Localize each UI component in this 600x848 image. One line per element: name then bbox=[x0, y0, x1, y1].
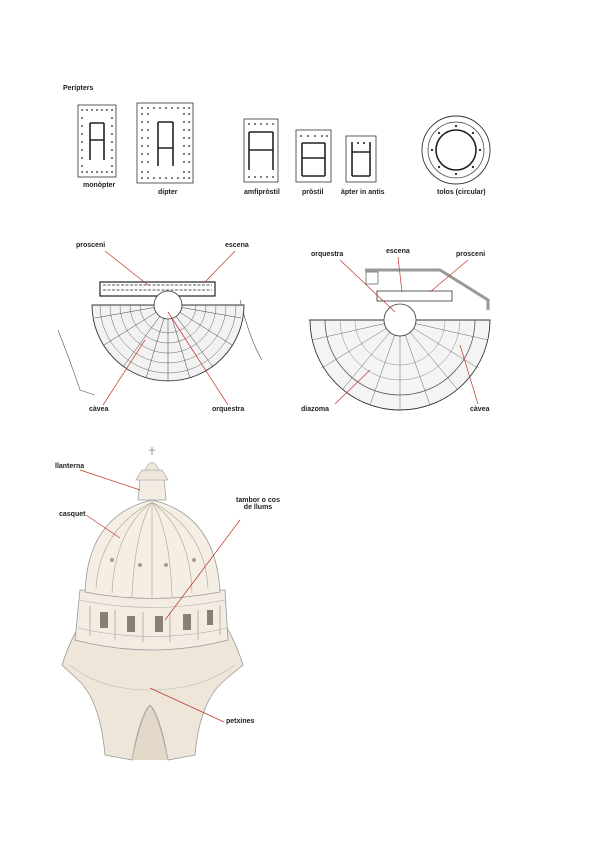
label-greek-escena: escena bbox=[225, 242, 249, 249]
label-greek-orquestra: orquestra bbox=[212, 406, 245, 413]
label-roman-prosceni: prosceni bbox=[456, 251, 486, 258]
label-roman-cavea: càvea bbox=[470, 406, 490, 413]
label-tolos: tolos (circular) bbox=[437, 189, 486, 196]
dome-illustration bbox=[62, 447, 243, 760]
label-llanterna: llanterna bbox=[55, 463, 85, 470]
plan-amfiprostil bbox=[244, 119, 278, 182]
plan-dipter bbox=[137, 103, 193, 183]
label-apter-in-antis: àpter in antis bbox=[341, 189, 385, 196]
label-roman-diazoma: diazoma bbox=[301, 406, 330, 413]
plan-prostil bbox=[296, 130, 331, 182]
plan-monopter bbox=[78, 105, 116, 177]
plan-apter-in-antis bbox=[346, 136, 376, 182]
roman-theatre bbox=[308, 270, 490, 410]
label-petxines: petxines bbox=[226, 718, 255, 725]
label-tambor-line1: tambor o cos bbox=[236, 497, 280, 504]
label-greek-cavea: càvea bbox=[89, 406, 109, 413]
label-tambor-line2: de llums bbox=[243, 504, 273, 511]
label-casquet: casquet bbox=[59, 511, 86, 518]
label-dipter: dípter bbox=[158, 189, 178, 196]
greek-theatre bbox=[58, 282, 262, 395]
peripters-title: Perípters bbox=[63, 85, 94, 92]
label-monopter: monòpter bbox=[83, 182, 116, 189]
label-prostil: pròstil bbox=[302, 189, 324, 196]
label-greek-prosceni: prosceni bbox=[76, 242, 106, 249]
label-amfiprostil: amfipròstil bbox=[244, 189, 280, 196]
label-roman-escena: escena bbox=[386, 248, 410, 255]
label-tambor bbox=[228, 497, 288, 511]
plan-tolos bbox=[422, 116, 490, 184]
label-roman-orquestra: orquestra bbox=[311, 251, 344, 258]
